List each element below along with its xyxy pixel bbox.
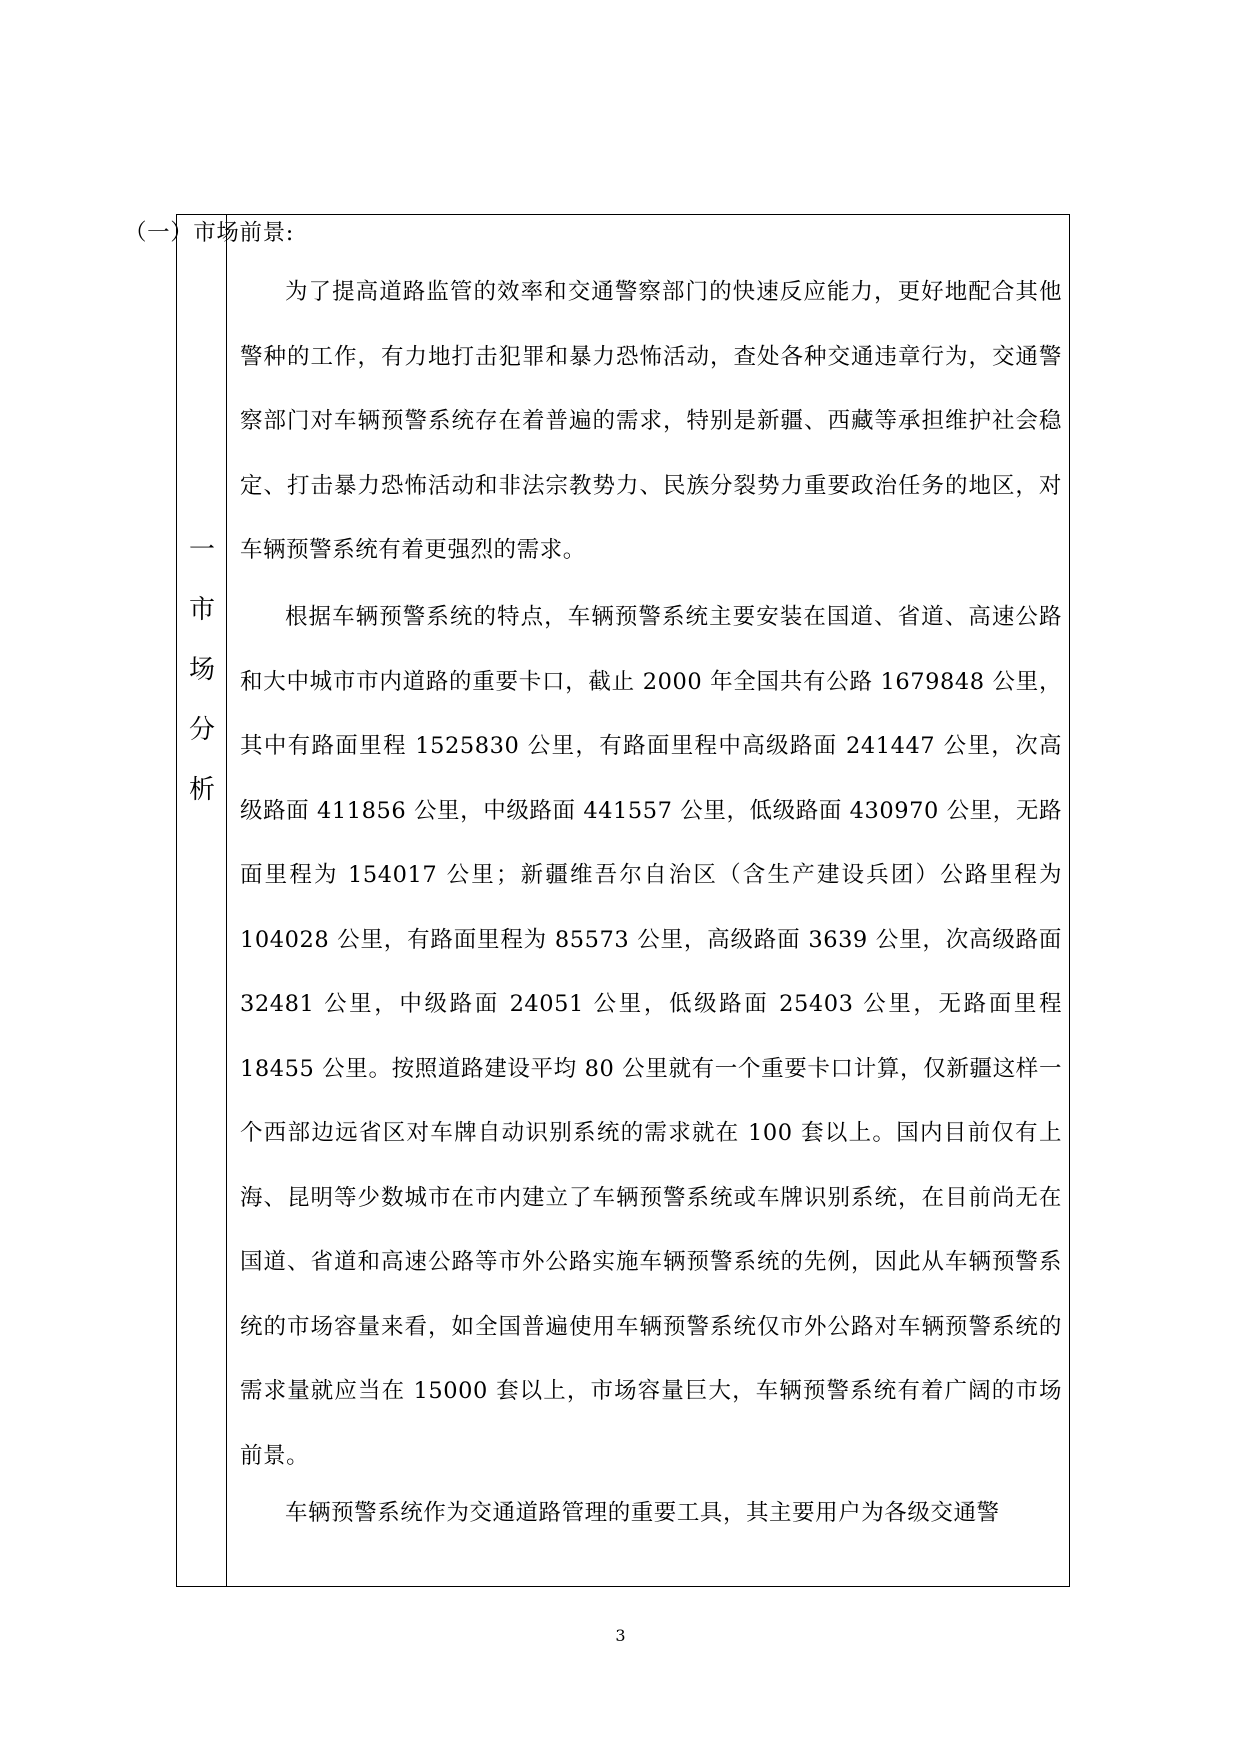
side-label-char: 场 [188,655,215,685]
page-number: 3 [615,1626,626,1645]
side-label-cell [177,215,227,1586]
side-label-char: 一 [188,535,215,565]
side-label-char: 市 [188,595,215,625]
paragraph: 根据车辆预警系统的特点，车辆预警系统主要安装在国道、省道、高速公路和大中城市市内道路的重要卡口，截止 2000 年全国共有公路 1679848 公里，其中有路面里程 1525830 公里，有路面里程中高级路面 241447 公里，次高级路面 411856 公里，中级路面 441557 公里，低级路面 430970 公里，无路面里程为 154017 公里；新疆维吾尔自治区（含生产建设兵团）公路里程为 104028 公里，有路面里程为 85573 公里，高级路面 3639 公里，次高级路面 32481 公里，中级路面 24051 公里，低级路面 25403 公里，无路面里程 18455 公里。按照道路建设平均 80 公里就有一个重要卡口计算，仅新疆这样一个西部边远省区对车牌自动识别系统的需求就在 100 套以上。国内目前仅有上海、昆明等少数城市在市内建立了车辆预警系统或车牌识别系统，在目前尚无在国道、省道和高速公路等市外公路实施车辆预警系统的先例，因此从车辆预警系统的市场容量来看，如全国普遍使用车辆预警系统仅市外公路对车辆预警系统的需求量就应当在 15000 套以上，市场容量巨大，车辆预警系统有着广阔的市场前景。 [240,604,1062,1469]
paragraph: 车辆预警系统作为交通道路管理的重要工具，其主要用户为各级交通警 [285,1500,1000,1526]
side-label-char: 析 [188,775,215,805]
side-label-char: 分 [188,715,215,745]
section-heading: （一）市场前景: [124,220,294,246]
paragraph: 为了提高道路监管的效率和交通警察部门的快速反应能力，更好地配合其他警种的工作，有力地打击犯罪和暴力恐怖活动，查处各种交通违章行为，交通警察部门对车辆预警系统存在着普遍的需求，特别是新疆、西藏等承担维护社会稳定、打击暴力恐怖活动和非法宗教势力、民族分裂势力重要政治任务的地区，对车辆预警系统有着更强烈的需求。 [240,279,1062,563]
